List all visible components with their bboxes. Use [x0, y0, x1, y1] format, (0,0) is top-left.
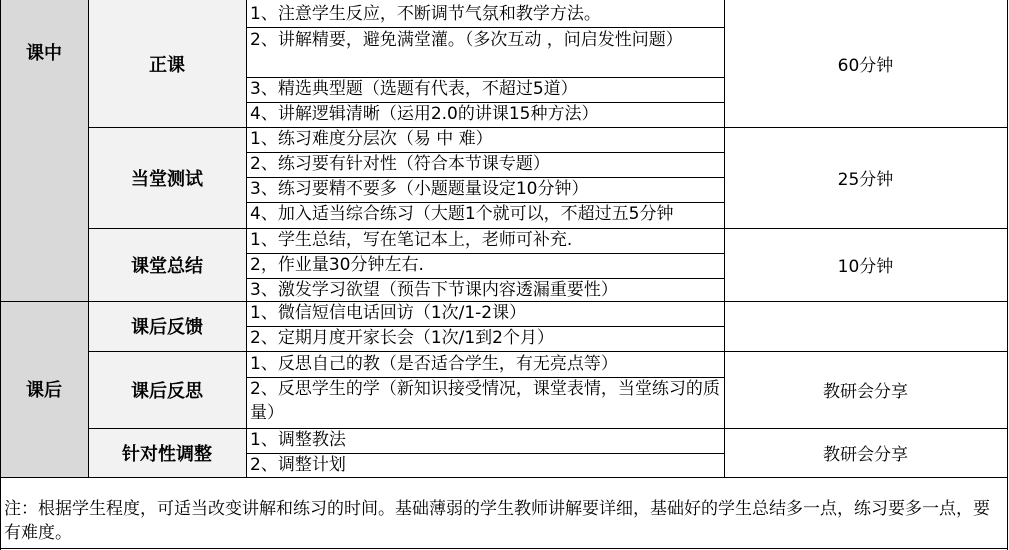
grid-line	[0, 0, 1, 550]
item-lecture-4: 4、讲解逻辑清晰（运用2.0的讲课15种方法）	[250, 104, 599, 124]
time-summary: 10分钟	[837, 257, 894, 277]
item-summary-2: 2，作业量30分钟左右.	[250, 255, 424, 275]
item-lecture-1: 1、注意学生反应，不断调节气氛和教学方法。	[250, 4, 601, 24]
item-practice-2: 2、练习要有针对性（符合本节课专题）	[250, 154, 550, 174]
item-lecture-3: 3、精选典型题（选题有代表，不超过5道）	[250, 79, 578, 99]
grid-line	[246, 177, 724, 178]
item-practice-1: 1、练习难度分层次（易 中 难）	[250, 129, 493, 149]
grid-line	[724, 0, 725, 477]
item-adjust-2: 2、调整计划	[250, 455, 346, 475]
grid-line	[246, 326, 724, 327]
grid-line	[88, 127, 1007, 128]
item-lecture-2: 2、讲解精要，避免满堂灌。（多次互动 ，问启发性问题）	[250, 30, 683, 50]
section-cell-lecture	[88, 0, 246, 127]
grid-line	[246, 152, 724, 153]
phase-cell-after	[0, 300, 88, 477]
grid-line	[1007, 0, 1008, 550]
grid-line	[246, 102, 724, 103]
item-reflection-2: 2、反思学生的学（新知识接受情况，课堂表情，当堂练习的质量）	[250, 379, 720, 423]
phase-cell-during	[0, 0, 88, 300]
grid-line	[246, 377, 724, 378]
item-feedback-2: 2、定期月度开家长会（1次/1到2个月）	[250, 328, 554, 348]
grid-line	[0, 477, 1008, 478]
grid-line	[246, 77, 724, 78]
section-label-feedback: 课后反馈	[131, 317, 203, 338]
item-practice-4: 4、加入适当综合练习（大题1个就可以，不超过五5分钟	[250, 204, 674, 224]
section-label-adjust: 针对性调整	[122, 443, 212, 465]
grid-line	[88, 0, 89, 477]
time-adjust: 教研会分享	[823, 445, 908, 465]
time-reflection: 教研会分享	[823, 382, 908, 402]
section-cell-adjust	[88, 428, 246, 477]
grid-line	[88, 428, 1007, 429]
item-summary-3: 3、激发学习欲望（预告下节课内容透漏重要性）	[250, 280, 618, 300]
section-label-reflection: 课后反思	[131, 380, 203, 402]
section-cell-summary	[88, 228, 246, 301]
item-summary-1: 1、学生总结，写在笔记本上，老师可补充.	[250, 230, 573, 250]
grid-line	[88, 351, 1007, 352]
grid-line	[88, 228, 1007, 229]
grid-line	[246, 253, 724, 254]
section-label-summary: 课堂总结	[131, 255, 203, 277]
phase-label-during: 课中	[26, 43, 62, 64]
grid-line	[246, 27, 724, 28]
item-feedback-1: 1、微信短信电话回访（1次/1-2课）	[250, 303, 527, 323]
section-label-practice: 当堂测试	[131, 168, 203, 190]
time-practice: 25分钟	[837, 170, 894, 190]
item-adjust-1: 1、调整教法	[250, 430, 346, 450]
grid-line	[0, 548, 1008, 549]
item-practice-3: 3、练习要精不要多（小题题量设定10分钟）	[250, 179, 589, 199]
grid-line	[0, 301, 1007, 302]
phase-label-after: 课后	[26, 379, 62, 401]
section-cell-feedback	[88, 301, 246, 351]
item-reflection-1: 1、反思自己的教（是否适合学生，有无亮点等）	[250, 354, 618, 374]
section-cell-practice	[88, 127, 246, 228]
section-label-lecture: 正课	[149, 54, 185, 76]
footnote: 注：根据学生程度，可适当改变讲解和练习的时间。基础薄弱的学生教师讲解要详细，基础好的学生总结多一点，练习要多一点，要有难度。	[4, 499, 990, 543]
time-lecture: 60分钟	[837, 56, 894, 76]
grid-line	[246, 202, 724, 203]
section-cell-reflection	[88, 351, 246, 428]
grid-line	[246, 0, 247, 477]
grid-line	[246, 453, 724, 454]
grid-line	[246, 278, 724, 279]
